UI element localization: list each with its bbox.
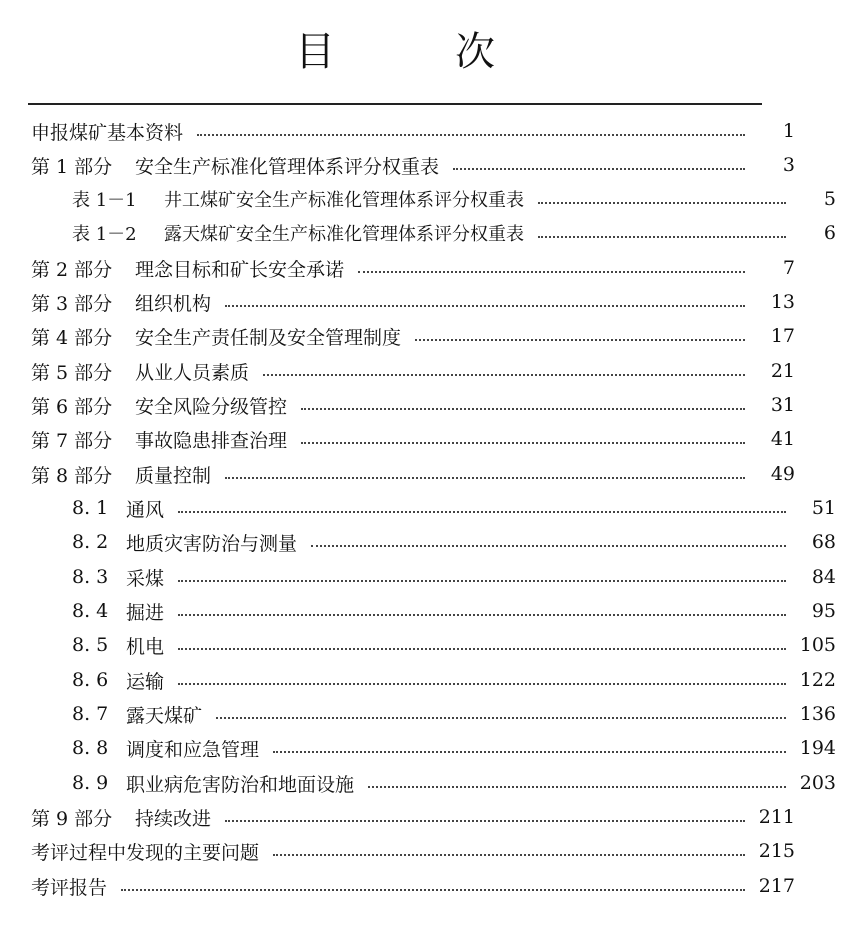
dot-leader (178, 683, 786, 685)
entry-prefix: 8. 9 (72, 772, 109, 794)
entry-prefix: 第 6 部分 (31, 395, 113, 418)
entry-prefix: 8. 1 (72, 497, 109, 519)
dot-leader (263, 374, 745, 376)
toc-entry[interactable] (0, 834, 821, 868)
entry-page-number: 68 (811, 531, 836, 553)
entry-label: 考评过程中发现的主要问题 (31, 841, 260, 864)
entry-label: 安全风险分级管控 (135, 395, 288, 418)
dot-leader (121, 889, 745, 891)
entry-label: 事故隐患排查治理 (135, 429, 288, 452)
dot-leader (225, 477, 745, 479)
dot-leader (178, 648, 786, 650)
dot-leader (368, 786, 786, 788)
entry-prefix: 第 8 部分 (31, 464, 113, 487)
entry-label: 机电 (126, 635, 165, 658)
entry-prefix: 8. 5 (72, 634, 109, 656)
dot-leader (273, 854, 745, 856)
dot-leader (273, 751, 786, 753)
dot-leader (216, 717, 786, 719)
dot-leader (453, 168, 745, 170)
entry-page-number: 49 (770, 463, 795, 485)
entry-prefix: 第 7 部分 (31, 429, 113, 452)
entry-prefix: 8. 6 (72, 669, 109, 691)
entry-prefix: 8. 2 (72, 531, 109, 553)
title-divider (28, 103, 762, 105)
entry-prefix: 8. 7 (72, 703, 109, 725)
dot-leader (178, 511, 786, 513)
entry-page-number: 51 (811, 497, 836, 519)
dot-leader (178, 580, 786, 582)
toc-entry[interactable] (0, 491, 862, 525)
entry-label: 安全生产标准化管理体系评分权重表 (135, 155, 440, 178)
toc-entry[interactable] (0, 114, 821, 148)
entry-page-number: 217 (758, 875, 795, 897)
entry-page-number: 31 (770, 394, 795, 416)
toc-entry[interactable] (0, 319, 821, 353)
dot-leader (197, 134, 745, 136)
entry-prefix: 第 5 部分 (31, 361, 113, 384)
entry-prefix: 第 2 部分 (31, 258, 113, 281)
entry-label: 调度和应急管理 (126, 738, 260, 761)
entry-page-number: 122 (799, 669, 836, 691)
entry-label: 采煤 (126, 567, 165, 590)
toc-entry[interactable] (0, 800, 821, 834)
dot-leader (301, 442, 745, 444)
toc-entry[interactable] (0, 182, 862, 216)
toc-entry[interactable] (0, 731, 862, 765)
entry-prefix: 8. 8 (72, 737, 109, 759)
dot-leader (538, 236, 786, 238)
entry-page-number: 84 (811, 566, 836, 588)
entry-page-number: 1 (782, 120, 795, 142)
toc-entry[interactable] (0, 697, 862, 731)
toc-title (0, 28, 790, 76)
dot-leader (225, 820, 745, 822)
entry-label: 考评报告 (31, 876, 108, 899)
toc-entry[interactable] (0, 525, 862, 559)
entry-label: 露天煤矿 (126, 704, 203, 727)
entry-label: 地质灾害防治与测量 (126, 532, 298, 555)
toc-entry[interactable] (0, 457, 821, 491)
entry-page-number: 215 (758, 840, 795, 862)
entry-label: 申报煤矿基本资料 (31, 121, 184, 144)
dot-leader (301, 408, 745, 410)
entry-label: 露天煤矿安全生产标准化管理体系评分权重表 (164, 224, 524, 245)
entry-page-number: 136 (799, 703, 836, 725)
entry-page-number: 105 (799, 634, 836, 656)
entry-page-number: 6 (823, 222, 836, 244)
toc-entry[interactable] (0, 354, 821, 388)
toc-entry[interactable] (0, 766, 862, 800)
dot-leader (311, 545, 786, 547)
entry-page-number: 95 (811, 600, 836, 622)
dot-leader (415, 339, 745, 341)
title-char-1: 目 (295, 29, 335, 75)
toc-entry[interactable] (0, 663, 862, 697)
entry-prefix: 表 1－1 (72, 190, 137, 211)
title-char-2: 次 (455, 29, 495, 75)
entry-page-number: 3 (782, 154, 795, 176)
entry-label: 井工煤矿安全生产标准化管理体系评分权重表 (164, 190, 524, 211)
dot-leader (538, 202, 786, 204)
entry-page-number: 17 (770, 325, 795, 347)
toc-entry[interactable] (0, 148, 821, 182)
entry-page-number: 5 (823, 188, 836, 210)
dot-leader (358, 271, 745, 273)
entry-label: 通风 (126, 498, 165, 521)
entry-page-number: 21 (770, 360, 795, 382)
entry-label: 持续改进 (135, 807, 212, 830)
entry-page-number: 203 (799, 772, 836, 794)
entry-label: 安全生产责任制及安全管理制度 (135, 326, 402, 349)
toc-entry[interactable] (0, 388, 821, 422)
entry-label: 运输 (126, 670, 165, 693)
toc-entry[interactable] (0, 628, 862, 662)
toc-entry[interactable] (0, 869, 821, 903)
entry-label: 掘进 (126, 601, 165, 624)
entry-prefix: 8. 3 (72, 566, 109, 588)
entry-label: 质量控制 (135, 464, 212, 487)
toc-entry[interactable] (0, 594, 862, 628)
entry-page-number: 194 (799, 737, 836, 759)
dot-leader (178, 614, 786, 616)
entry-label: 从业人员素质 (135, 361, 250, 384)
toc-entry[interactable] (0, 216, 862, 250)
entry-label: 理念目标和矿长安全承诺 (135, 258, 345, 281)
entry-label: 职业病危害防治和地面设施 (126, 773, 355, 796)
entry-label: 组织机构 (135, 292, 212, 315)
toc-entry[interactable] (0, 285, 821, 319)
entry-prefix: 第 3 部分 (31, 292, 113, 315)
toc-entry[interactable] (0, 560, 862, 594)
entry-page-number: 7 (782, 257, 795, 279)
entry-prefix: 表 1－2 (72, 224, 137, 245)
toc-entry[interactable] (0, 251, 821, 285)
entry-page-number: 13 (770, 291, 795, 313)
entry-prefix: 第 4 部分 (31, 326, 113, 349)
toc-entry[interactable] (0, 422, 821, 456)
entry-page-number: 211 (758, 806, 795, 828)
dot-leader (225, 305, 745, 307)
entry-prefix: 8. 4 (72, 600, 109, 622)
entry-prefix: 第 1 部分 (31, 155, 113, 178)
entry-page-number: 41 (770, 428, 795, 450)
entry-prefix: 第 9 部分 (31, 807, 113, 830)
